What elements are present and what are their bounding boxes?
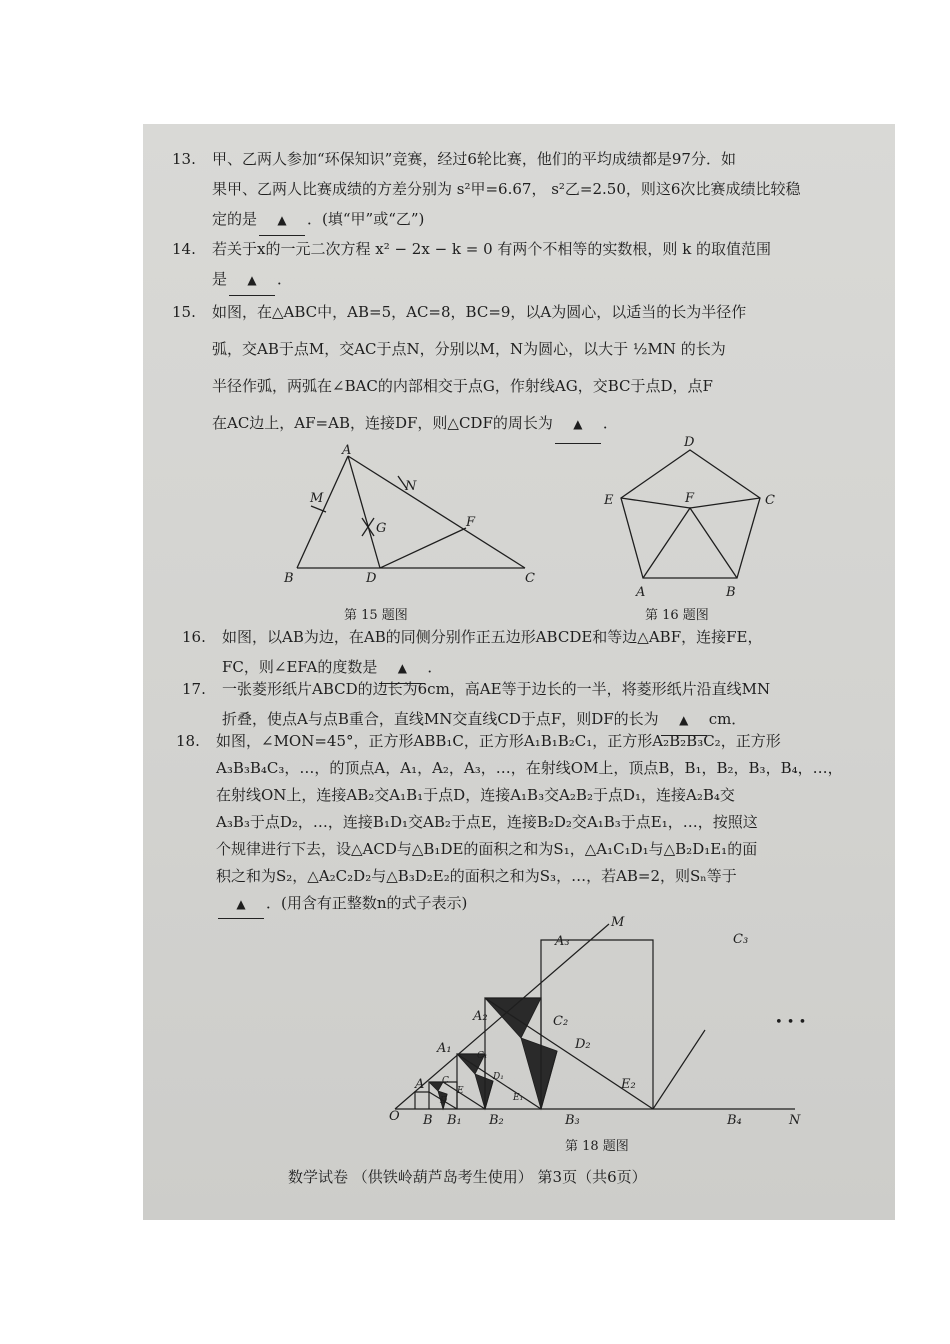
question-18 xyxy=(176,728,888,919)
label-n: N xyxy=(789,1113,801,1128)
question-line: 如图，在△ABC中，AB=5，AC=8，BC=9，以A为圆心，以适当的长为半径作 xyxy=(212,303,747,321)
segment-fc xyxy=(690,498,760,508)
label-a1: A₁ xyxy=(437,1041,452,1056)
label-e: E xyxy=(457,1086,464,1096)
question-line: 一张菱形纸片ABCD的边长为6cm，高AE等于边长的一半，将菱形纸片沿直线MN xyxy=(222,680,771,698)
segment-fe xyxy=(621,498,690,508)
label-e: E xyxy=(604,493,614,508)
answer-blank: ▲ xyxy=(555,405,601,444)
label-d: D xyxy=(684,435,695,450)
label-m: M xyxy=(310,491,324,506)
segment-ab xyxy=(297,456,348,568)
triangle-abf xyxy=(643,508,737,578)
question-number: 15. xyxy=(172,303,196,321)
label-m: M xyxy=(611,915,625,930)
page-footer: 数学试卷 （供铁岭葫芦岛考生使用） 第3页（共6页） xyxy=(288,1168,647,1186)
label-f: F xyxy=(466,515,476,530)
question-tail: ．(用含有正整数n的式子表示) xyxy=(266,894,468,912)
figure-15 xyxy=(270,440,550,600)
question-line: 如图，∠MON=45°，正方形ABB₁C，正方形A₁B₁B₂C₁，正方形A₂B₂B₃C₂，正方形 xyxy=(216,732,781,750)
question-tail: ． xyxy=(602,414,618,432)
question-line: 果甲、乙两人比赛成绩的方差分别为 s²甲=6.67， s²乙=2.50，则这6次比赛成绩比较稳 xyxy=(212,180,801,198)
caption-15: 第 15 题图 xyxy=(344,608,408,623)
label-b3: B₃ xyxy=(565,1113,580,1128)
label-b4: B₄ xyxy=(727,1113,742,1128)
question-14 xyxy=(172,234,884,296)
question-number: 16. xyxy=(182,628,206,646)
answer-blank: ▲ xyxy=(661,704,707,736)
label-g: G xyxy=(376,521,387,536)
label-c: C xyxy=(442,1076,449,1086)
question-tail: cm． xyxy=(708,710,747,728)
label-a3: A₃ xyxy=(555,934,570,949)
label-d: D xyxy=(440,1096,448,1106)
label-b: B xyxy=(726,585,736,600)
question-line: 在射线ON上，连接AB₂交A₁B₁于点D，连接A₁B₃交A₂B₂于点D₁，连接A₂B₄交 xyxy=(216,786,735,804)
label-c1: C₁ xyxy=(477,1051,488,1061)
label-b: B xyxy=(423,1113,433,1128)
question-tail: ． xyxy=(277,270,293,288)
label-e2: E₂ xyxy=(621,1077,636,1092)
answer-blank: ▲ xyxy=(218,890,264,919)
label-n: N xyxy=(405,479,417,494)
question-line: 是 xyxy=(212,270,228,288)
caption-18: 第 18 题图 xyxy=(565,1139,629,1154)
question-line: 个规律进行下去，设△ACD与△B₁DE的面积之和为S₁，△A₁C₁D₁与△B₂D₁E₁的面 xyxy=(216,840,758,858)
question-13 xyxy=(172,144,884,236)
question-tail: ． xyxy=(427,658,443,676)
label-c: C xyxy=(525,571,535,586)
answer-blank: ▲ xyxy=(259,204,305,236)
figure-18 xyxy=(385,910,815,1135)
label-d2: D₂ xyxy=(575,1037,591,1052)
question-line: 半径作弧，两弧在∠BAC的内部相交于点G，作射线AG，交BC于点D，点F xyxy=(212,377,713,395)
answer-blank: ▲ xyxy=(379,652,425,684)
label-o: O xyxy=(389,1109,400,1124)
pentagon-abcde xyxy=(621,450,760,578)
question-number: 17. xyxy=(182,680,206,698)
question-number: 13. xyxy=(172,150,196,168)
label-c2: C₂ xyxy=(553,1014,569,1029)
label-c3: C₃ xyxy=(733,932,749,947)
label-a: A xyxy=(342,443,352,458)
square-0 xyxy=(415,1092,429,1109)
label-b1: B₁ xyxy=(447,1113,462,1128)
question-number: 14. xyxy=(172,240,196,258)
label-f: F xyxy=(685,491,695,506)
label-d: D xyxy=(366,571,377,586)
label-e1: E₁ xyxy=(513,1093,524,1103)
question-line: 若关于x的一元二次方程 x² − 2x − k = 0 有两个不相等的实数根，则 k 的取值范围 xyxy=(212,240,772,258)
figure-16 xyxy=(590,430,800,605)
question-number: 18. xyxy=(176,732,200,750)
question-line: 甲、乙两人参加“环保知识”竞赛，经过6轮比赛，他们的平均成绩都是97分．如 xyxy=(212,150,736,168)
question-line: FC，则∠EFA的度数是 xyxy=(222,658,378,676)
caption-16: 第 16 题图 xyxy=(645,608,709,623)
question-line: 在AC边上，AF=AB，连接DF，则△CDF的周长为 xyxy=(212,414,553,432)
question-line: 积之和为S₂，△A₂C₂D₂与△B₃D₂E₂的面积之和为S₃，…，若AB=2，则Sₙ等于 xyxy=(216,867,737,885)
question-15 xyxy=(172,294,884,444)
label-a2: A₂ xyxy=(473,1009,488,1024)
segment-df xyxy=(380,528,466,568)
label-b: B xyxy=(284,571,294,586)
label-a: A xyxy=(636,585,646,600)
label-b2: B₂ xyxy=(489,1113,504,1128)
question-17 xyxy=(182,674,894,736)
question-line: 折叠，使点A与点B重合，直线MN交直线CD于点F，则DF的长为 xyxy=(222,710,659,728)
question-line: 如图，以AB为边，在AB的同侧分别作正五边形ABCDE和等边△ABF，连接FE， xyxy=(222,628,763,646)
label-a: A xyxy=(415,1077,425,1092)
question-line: A₃B₃B₄C₃，…，的顶点A，A₁，A₂，A₃，…，在射线OM上，顶点B，B₁，B₂，B₃，B₄，…， xyxy=(216,759,843,777)
label-c: C xyxy=(765,493,775,508)
question-line: 定的是 xyxy=(212,210,258,228)
continuation-dots: • • • xyxy=(775,1015,807,1030)
question-line: 弧，交AB于点M，交AC于点N，分别以M，N为圆心，以大于 ½MN 的长为 xyxy=(212,340,726,358)
label-d1: D₁ xyxy=(493,1072,504,1082)
question-tail: ．(填“甲”或“乙”) xyxy=(307,210,425,228)
question-line: A₃B₃于点D₂，…，连接B₁D₁交AB₂于点E，连接B₂D₂交A₁B₃于点E₁，…，按照这 xyxy=(216,813,758,831)
answer-blank: ▲ xyxy=(229,264,275,296)
